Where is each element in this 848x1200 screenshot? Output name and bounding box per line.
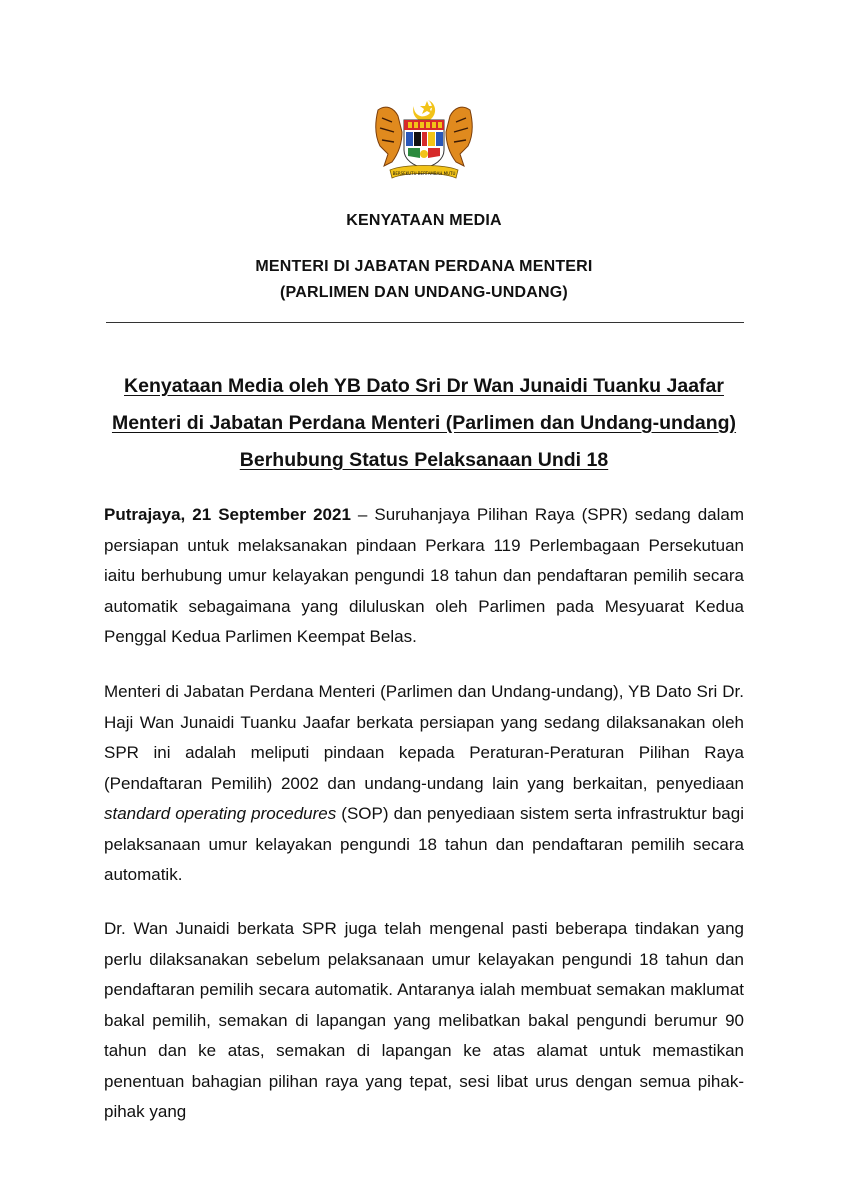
paragraph-2-text-a: Menteri di Jabatan Perdana Menteri (Parlimen dan Undang-undang), YB Dato Sri Dr. Haji Wan Junaidi Tuanku Jaafar berkata persiapan yang sedang dilaksanakan oleh SPR ini adalah meliputi pindaan kepada Peraturan-Peraturan Pilihan Raya (Pendaftaran Pemilih) 2002 dan undang-undang lain yang berkaitan, penyediaan (104, 682, 744, 793)
paragraph-1 (104, 500, 744, 653)
title-line-1: Kenyataan Media oleh YB Dato Sri Dr Wan Junaidi Tuanku Jaafar (124, 375, 724, 397)
title-line-2: Menteri di Jabatan Perdana Menteri (Parlimen dan Undang-undang) (111, 412, 737, 434)
title-line-3: Berhubung Status Pelaksanaan Undi 18 (239, 449, 609, 471)
paragraph-2-text-b: (SOP) dan penyediaan sistem serta infrastruktur bagi pelaksanaan umur kelayakan pengundi 18 tahun dan pendaftaran pemilih secara automatik. (104, 804, 744, 884)
paragraph-3: Dr. Wan Junaidi berkata SPR juga telah mengenal pasti beberapa tindakan yang perlu dilaksanakan sebelum pelaksanaan umur kelayakan pengundi 18 tahun dan pendaftaran pemilih secara automatik. Antaranya ialah membuat semakan maklumat bakal pemilih, semakan di lapangan yang melibatkan bakal pengundi berumur 90 tahun dan ke atas, semakan di lapangan ke atas alamat untuk memastikan penentuan bahagian pilihan raya yang tepat, sesi libat urus dengan semua pihak-pihak yang (104, 919, 744, 1121)
paragraph-2-italic: standard operating procedures (104, 804, 337, 823)
paragraph-1-text: – Suruhanjaya Pilihan Raya (SPR) sedang dalam persiapan untuk melaksanakan pindaan Perkara 119 Perlembagaan Persekutuan iaitu berhubung umur kelayakan pengundi 18 tahun dan pendaftaran pemilih secara automatik sebagaimana yang diluluskan oleh Parlimen pada Mesyuarat Kedua Penggal Kedua Parlimen Keempat Belas. (104, 505, 744, 646)
document-label: KENYATAAN MEDIA (346, 212, 502, 229)
ministry-line-1: MENTERI DI JABATAN PERDANA MENTERI (255, 258, 593, 275)
ministry-line-2: (PARLIMEN DAN UNDANG-UNDANG) (280, 284, 568, 301)
header-divider (106, 322, 744, 323)
malaysia-coat-of-arms-icon (368, 98, 480, 184)
dateline: Putrajaya, 21 September 2021 (104, 505, 351, 524)
paragraph-2 (104, 677, 744, 891)
crest-motto: BERSEKUTU BERTAMBAH MUTU (392, 171, 456, 176)
